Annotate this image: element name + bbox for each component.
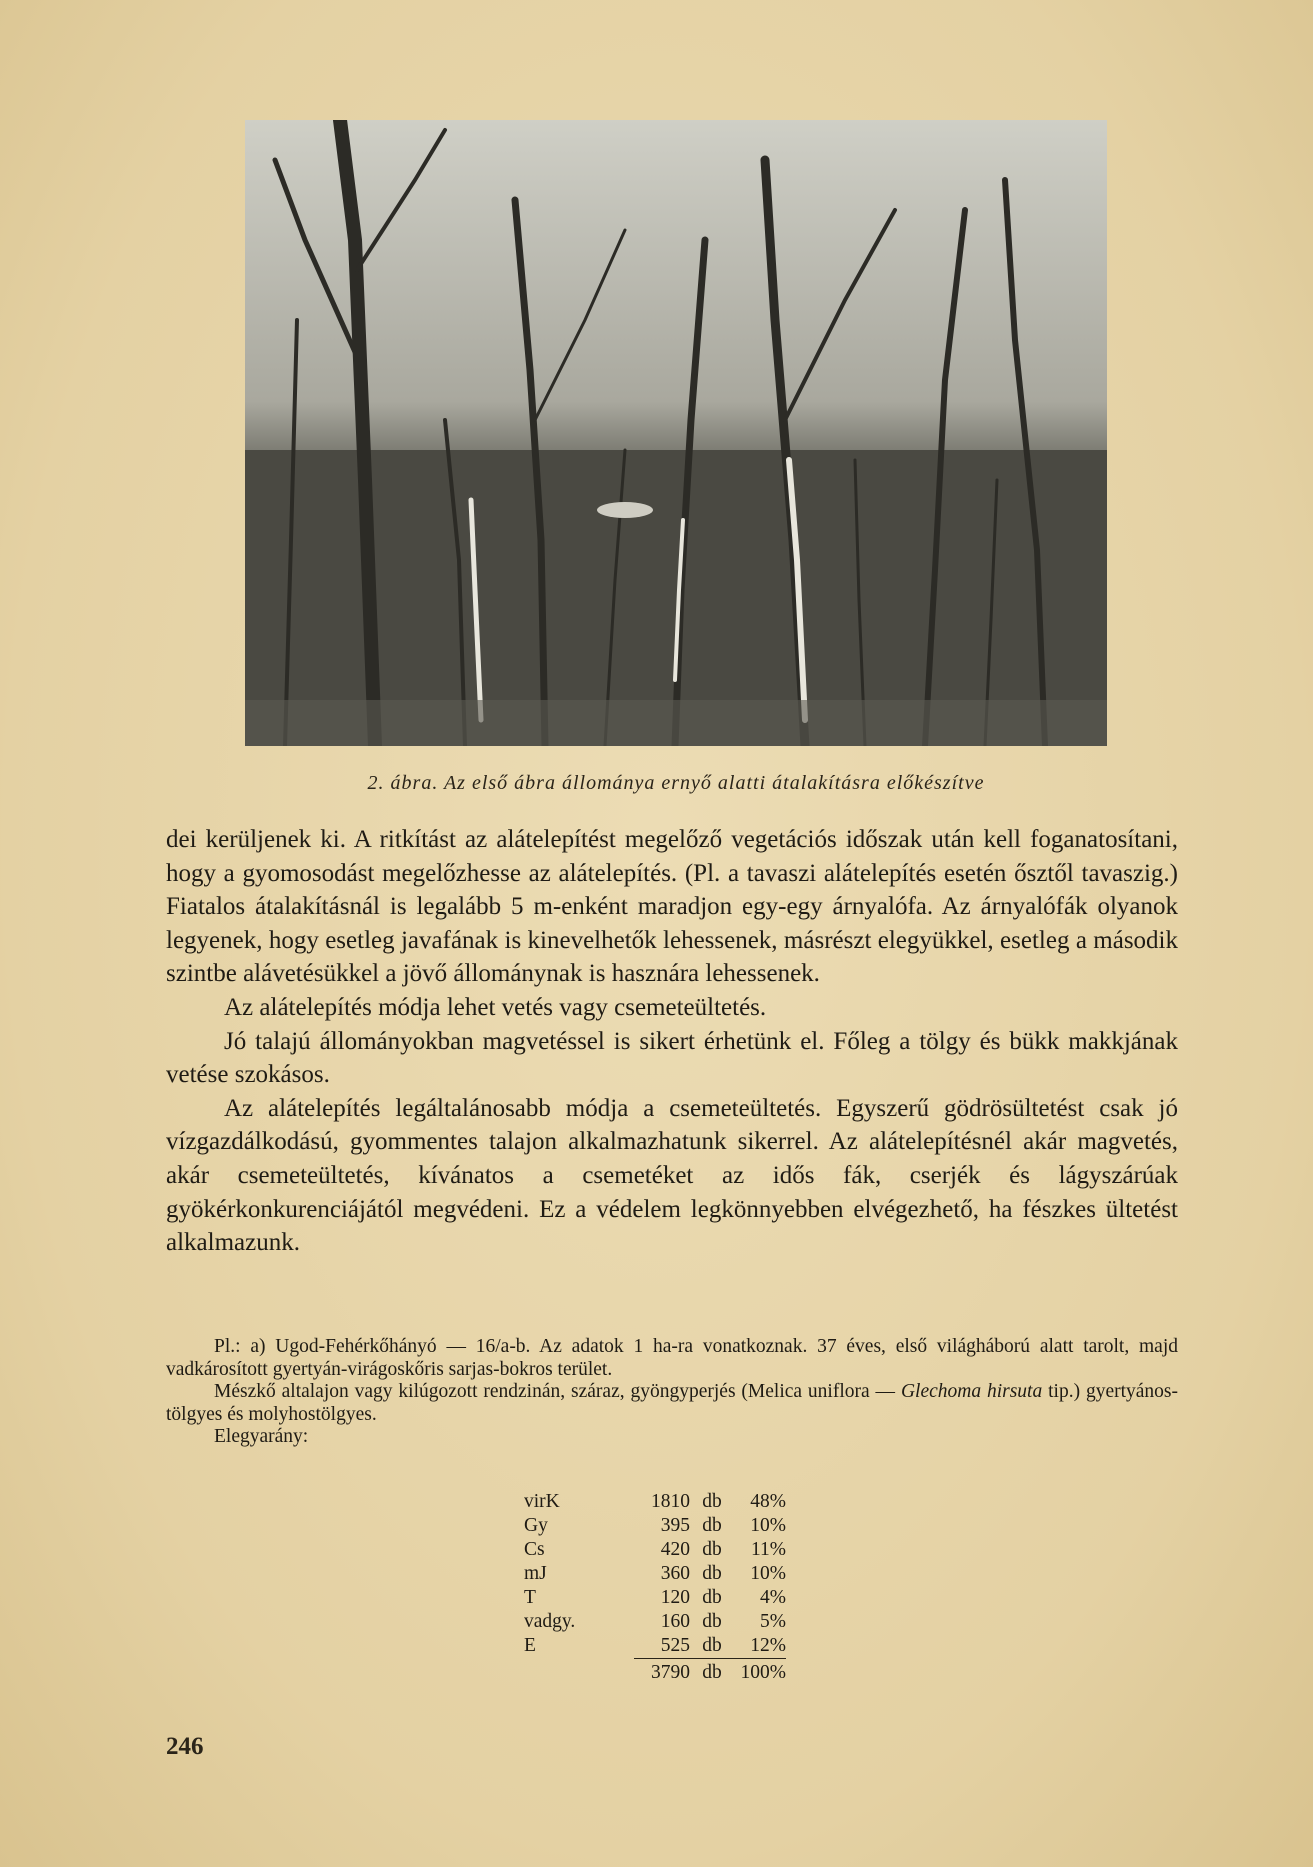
example-soil-text: Mészkő altalajon vagy kilúgozott rendzinán, száraz, gyöngyperjés (Melica uniflora — (214, 1381, 901, 1402)
percent-cell: 12% (734, 1634, 786, 1659)
page-number: 246 (166, 1733, 204, 1760)
count-cell: 120 (660, 1587, 690, 1608)
percent-cell: 4% (760, 1587, 786, 1608)
table-row (524, 1514, 786, 1538)
total-unit-cell: db (702, 1662, 722, 1683)
table-row (524, 1562, 786, 1586)
percent-cell: 10% (750, 1515, 786, 1536)
unit-cell: db (702, 1539, 722, 1560)
unit-cell: db (702, 1563, 722, 1584)
count-cell: 395 (660, 1515, 690, 1536)
species-cell: T (524, 1587, 536, 1608)
total-count-cell: 3790 (651, 1662, 690, 1683)
paragraph: Az alátelepítés legáltalánosabb módja a csemeteültetés. Egyszerű gödrösültetést csak jó vízgazdálkodású, gyommentes talajon alkalmazhatunk sikerrel. Az alátelepítésnél akár magvetés, akár csemeteültetés, kívánatos a csemetéket az idős fák, cserjék és lágyszárúak gyökérkonkurenciájától megvédeni. Ez a védelem legkönnyebben elvégezhető, ha fészkes ültetést alkalmazunk. (166, 1094, 1178, 1257)
table-row (524, 1490, 786, 1514)
species-cell: mJ (524, 1563, 547, 1584)
example-block (166, 1336, 1178, 1449)
paragraph: dei kerüljenek ki. A ritkítást az alátelepítést megelőző vegetációs időszak után kell foganatosítani, hogy a gyomosodást megelőzhesse az alátelepítés. (Pl. a tavaszi alátelepítés esetén ősztől tavaszig.) Fiatalos átalakításnál is legalább 5 m-enként maradjon egy-egy árnyalófa. Az árnyalófák olyanok legyenek, hogy esetleg javafának is kinevelhetők lehessenek, másrészt elegyükkel, esetleg a második szintbe alávetésükkel a jövő állománynak is hasznára lehessenek. (166, 826, 1178, 988)
mixture-table (524, 1490, 786, 1685)
species-cell: virK (524, 1491, 560, 1512)
paragraph: Az alátelepítés módja lehet vetés vagy csemeteültetés. (224, 993, 767, 1021)
species-cell: Cs (524, 1539, 545, 1560)
body-text (166, 823, 1178, 1260)
count-cell: 160 (660, 1611, 690, 1632)
count-cell: 1810 (651, 1491, 690, 1512)
mixture-label: Elegyarány: (214, 1426, 309, 1447)
count-cell: 360 (660, 1563, 690, 1584)
total-row (524, 1659, 786, 1686)
example-soil-description (166, 1381, 1178, 1426)
table-row (524, 1610, 786, 1634)
unit-cell: db (702, 1587, 722, 1608)
paragraph: Jó talajú állományokban magvetéssel is sikert érhetünk el. Főleg a tölgy és bükk makkjának vetése szokásos. (166, 1027, 1178, 1089)
percent-cell: 48% (750, 1491, 786, 1512)
count-cell: 420 (660, 1539, 690, 1560)
count-cell: 525 (634, 1634, 690, 1659)
table-row (524, 1538, 786, 1562)
empty-cell (524, 1659, 634, 1686)
unit-cell: db (702, 1491, 722, 1512)
forest-photo-illustration (245, 120, 1107, 746)
species-cell: Gy (524, 1515, 548, 1536)
species-italic: Glechoma hirsuta (900, 1381, 1043, 1402)
forest-photo (245, 120, 1107, 746)
species-cell: E (524, 1635, 536, 1657)
table-row (524, 1586, 786, 1610)
figure-caption: 2. ábra. Az első ábra állománya ernyő alatti átalakításra előkészítve (367, 772, 985, 794)
example-site-description: Pl.: a) Ugod-Fehérkőhányó — 16/a-b. Az adatok 1 ha-ra vonatkoznak. 37 éves, első világháború alatt tarolt, majd vadkárosított gyertyán-virágoskőris sarjas-bokros terület. (166, 1336, 1178, 1380)
species-cell: vadgy. (524, 1611, 576, 1632)
total-percent-cell: 100% (740, 1662, 786, 1683)
percent-cell: 5% (760, 1611, 786, 1632)
example-soil-text-end: tip.) gyertyános-tölgyes és molyhostölgyes. (166, 1381, 1179, 1425)
percent-cell: 10% (750, 1563, 786, 1584)
unit-cell: db (690, 1634, 734, 1659)
unit-cell: db (702, 1611, 722, 1632)
percent-cell: 11% (750, 1539, 786, 1560)
table-row (524, 1634, 786, 1659)
unit-cell: db (702, 1515, 722, 1536)
